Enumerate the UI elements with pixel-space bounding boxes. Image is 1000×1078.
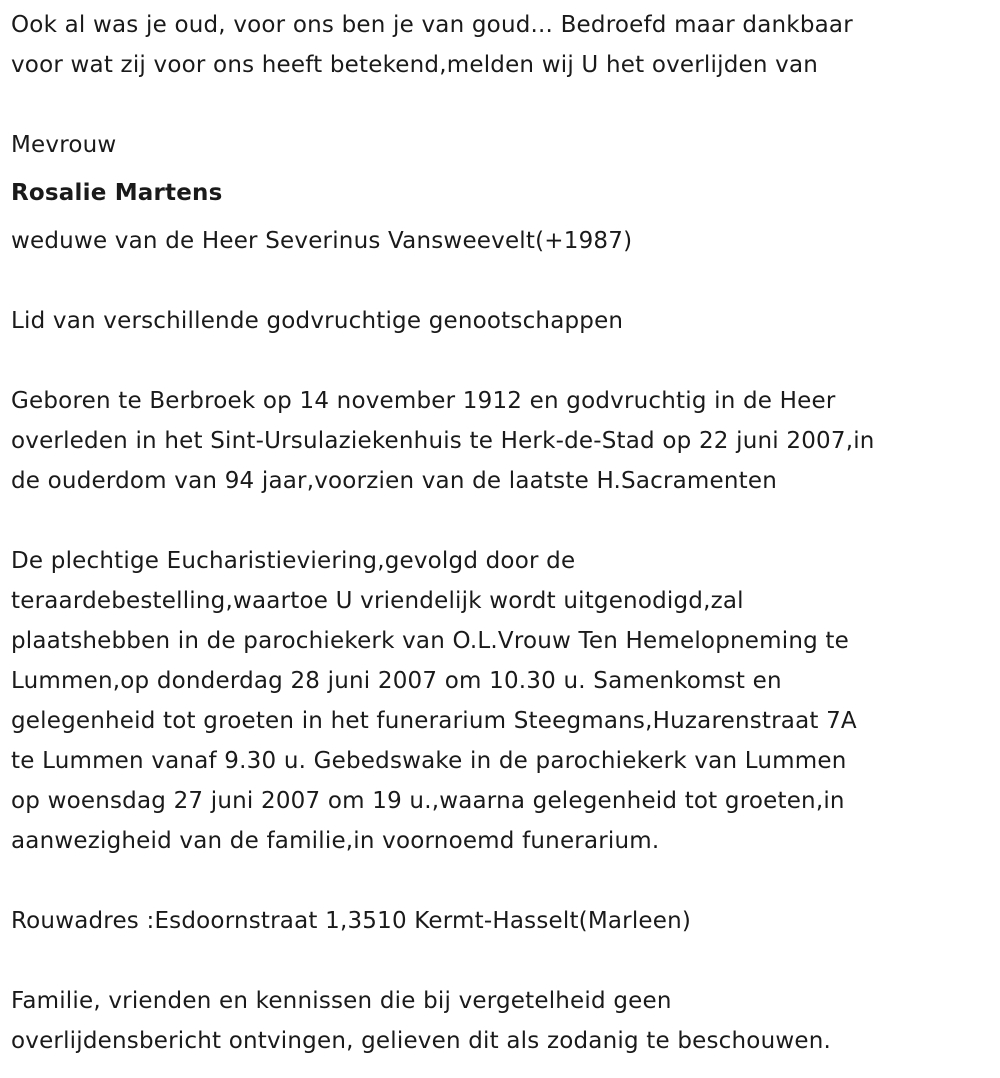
ceremony-paragraph: [11, 541, 1000, 861]
text-line: te Lummen vanaf 9.30 u. Gebedswake in de parochiekerk van Lummen: [11, 748, 847, 774]
intro-paragraph: [11, 5, 1000, 85]
text-line: Ook al was je oud, voor ons ben je van goud... Bedroefd maar dankbaar: [11, 12, 853, 38]
text-line: gelegenheid tot groeten in het funerarium Steegmans,Huzarenstraat 7A: [11, 708, 857, 734]
text-line: overlijdensbericht ontvingen, gelieven dit als zodanig te beschouwen.: [11, 1028, 831, 1054]
deceased-name: Rosalie Martens: [11, 180, 223, 206]
text-line: plaatshebben in de parochiekerk van O.L.Vrouw Ten Hemelopneming te: [11, 628, 849, 654]
text-line: aanwezigheid van de familie,in voornoemd funerarium.: [11, 828, 660, 854]
text-line: De plechtige Eucharistieviering,gevolgd door de: [11, 548, 576, 574]
honorific: Mevrouw: [11, 132, 117, 158]
widow-of: weduwe van de Heer Severinus Vansweevelt(+1987): [11, 228, 633, 254]
text-line: op woensdag 27 juni 2007 om 19 u.,waarna gelegenheid tot groeten,in: [11, 788, 845, 814]
text-line: Lummen,op donderdag 28 juni 2007 om 10.30 u. Samenkomst en: [11, 668, 782, 694]
text-line: Geboren te Berbroek op 14 november 1912 en godvruchtig in de Heer: [11, 388, 836, 414]
birth-death-paragraph: [11, 381, 1000, 501]
text-line: overleden in het Sint-Ursulaziekenhuis te Herk-de-Stad op 22 juni 2007,in: [11, 428, 875, 454]
membership: Lid van verschillende godvruchtige genootschappen: [11, 308, 624, 334]
text-line: Familie, vrienden en kennissen die bij vergetelheid geen: [11, 988, 672, 1014]
text-line: voor wat zij voor ons heeft betekend,melden wij U het overlijden van: [11, 52, 819, 78]
text-line: de ouderdom van 94 jaar,voorzien van de laatste H.Sacramenten: [11, 468, 778, 494]
text-line: teraardebestelling,waartoe U vriendelijk wordt uitgenodigd,zal: [11, 588, 744, 614]
mourning-address: Rouwadres :Esdoornstraat 1,3510 Kermt-Hasselt(Marleen): [11, 908, 692, 934]
closing-paragraph: [11, 981, 1000, 1061]
